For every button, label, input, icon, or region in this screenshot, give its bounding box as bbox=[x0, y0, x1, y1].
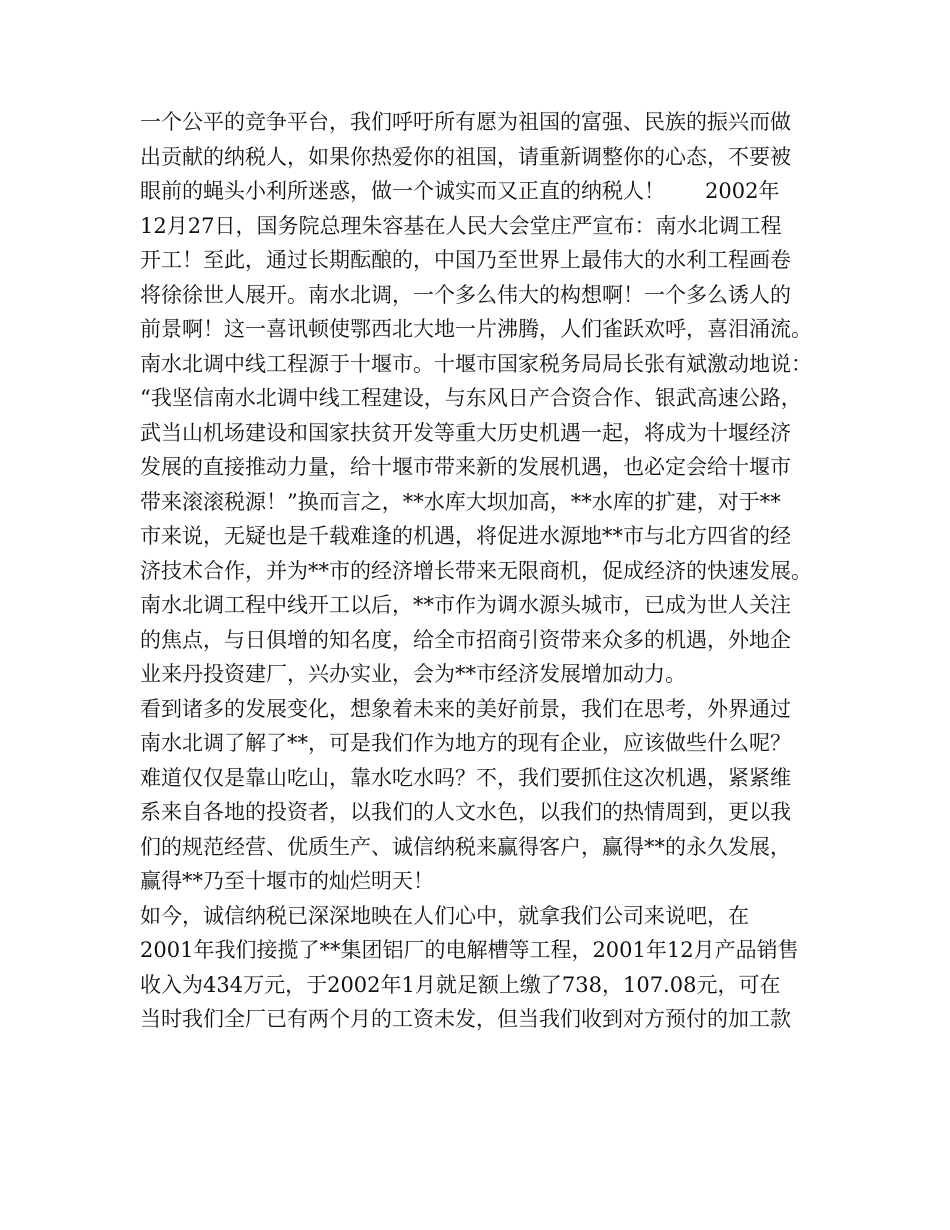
text-line: 2001年我们接揽了**集团铝厂的电解槽等工程，2001年12月产品销售 bbox=[140, 938, 799, 962]
text-line: 南水北调了解了**，可是我们作为地方的现有企业，应该做些什么呢？ bbox=[140, 731, 791, 755]
text-line: 当时我们全厂已有两个月的工资未发，但当我们收到对方预付的加工款 bbox=[140, 1007, 791, 1031]
text-line: 一个公平的竞争平台，我们呼吁所有愿为祖国的富强、民族的振兴而做 bbox=[140, 110, 791, 134]
text-line: 南水北调中线工程源于十堰市。十堰市国家税务局局长张有斌激动地说： bbox=[140, 351, 812, 376]
text-line: 带来滚滚税源！”换而言之，**水库大坝加高，**水库的扩建，对于** bbox=[140, 489, 781, 514]
text-line: 前景啊！这一喜讯顿使鄂西北大地一片沸腾，人们雀跃欢呼，喜泪涌流。 bbox=[140, 317, 812, 341]
text-line: 赢得**乃至十堰市的灿烂明天！ bbox=[140, 869, 434, 893]
body-text bbox=[140, 105, 830, 1037]
text-line: 济技术合作，并为**市的经济增长带来无限商机，促成经济的快速发展。 bbox=[140, 558, 812, 583]
text-line: 武当山机场建设和国家扶贫开发等重大历史机遇一起，将成为十堰经济 bbox=[140, 420, 791, 445]
text-line: “我坚信南水北调中线工程建设，与东风日产合资合作、银武高速公路， bbox=[140, 386, 802, 410]
text-line: 难道仅仅是靠山吃山，靠水吃水吗？不，我们要抓住这次机遇，紧紧维 bbox=[140, 765, 791, 790]
text-line: 眼前的蝇头小利所迷惑，做一个诚实而又正直的纳税人！ 2002年 bbox=[140, 179, 780, 203]
text-line: 业来丹投资建厂，兴办实业，会为**市经济发展增加动力。 bbox=[140, 662, 686, 686]
text-line: 的焦点，与日俱增的知名度，给全市招商引资带来众多的机遇，外地企 bbox=[140, 627, 791, 652]
text-line: 看到诸多的发展变化，想象着未来的美好前景，我们在思考，外界通过 bbox=[140, 696, 791, 721]
text-line: 将徐徐世人展开。南水北调，一个多么伟大的构想啊！一个多么诱人的 bbox=[140, 282, 791, 307]
text-line: 12月27日，国务院总理朱容基在人民大会堂庄严宣布：南水北调工程 bbox=[140, 213, 782, 238]
text-line: 们的规范经营、优质生产、诚信纳税来赢得客户，赢得**的永久发展， bbox=[140, 834, 791, 859]
text-line: 发展的直接推动力量，给十堰市带来新的发展机遇，也必定会给十堰市 bbox=[140, 455, 791, 479]
text-line: 市来说，无疑也是千载难逢的机遇，将促进水源地**市与北方四省的经 bbox=[140, 524, 791, 548]
text-line: 出贡献的纳税人，如果你热爱你的祖国，请重新调整你的心态，不要被 bbox=[140, 144, 791, 169]
text-line: 收入为434万元，于2002年1月就足额上缴了738，107.08元，可在 bbox=[140, 972, 781, 997]
text-line: 如今，诚信纳税已深深地映在人们心中，就拿我们公司来说吧，在 bbox=[140, 903, 749, 928]
text-line: 开工！至此，通过长期酝酿的，中国乃至世界上最伟大的水利工程画卷 bbox=[140, 248, 791, 272]
text-line: 南水北调工程中线开工以后，**市作为调水源头城市，已成为世人关注 bbox=[140, 593, 791, 617]
text-line: 系来自各地的投资者，以我们的人文水色，以我们的热情周到，更以我 bbox=[140, 800, 791, 824]
